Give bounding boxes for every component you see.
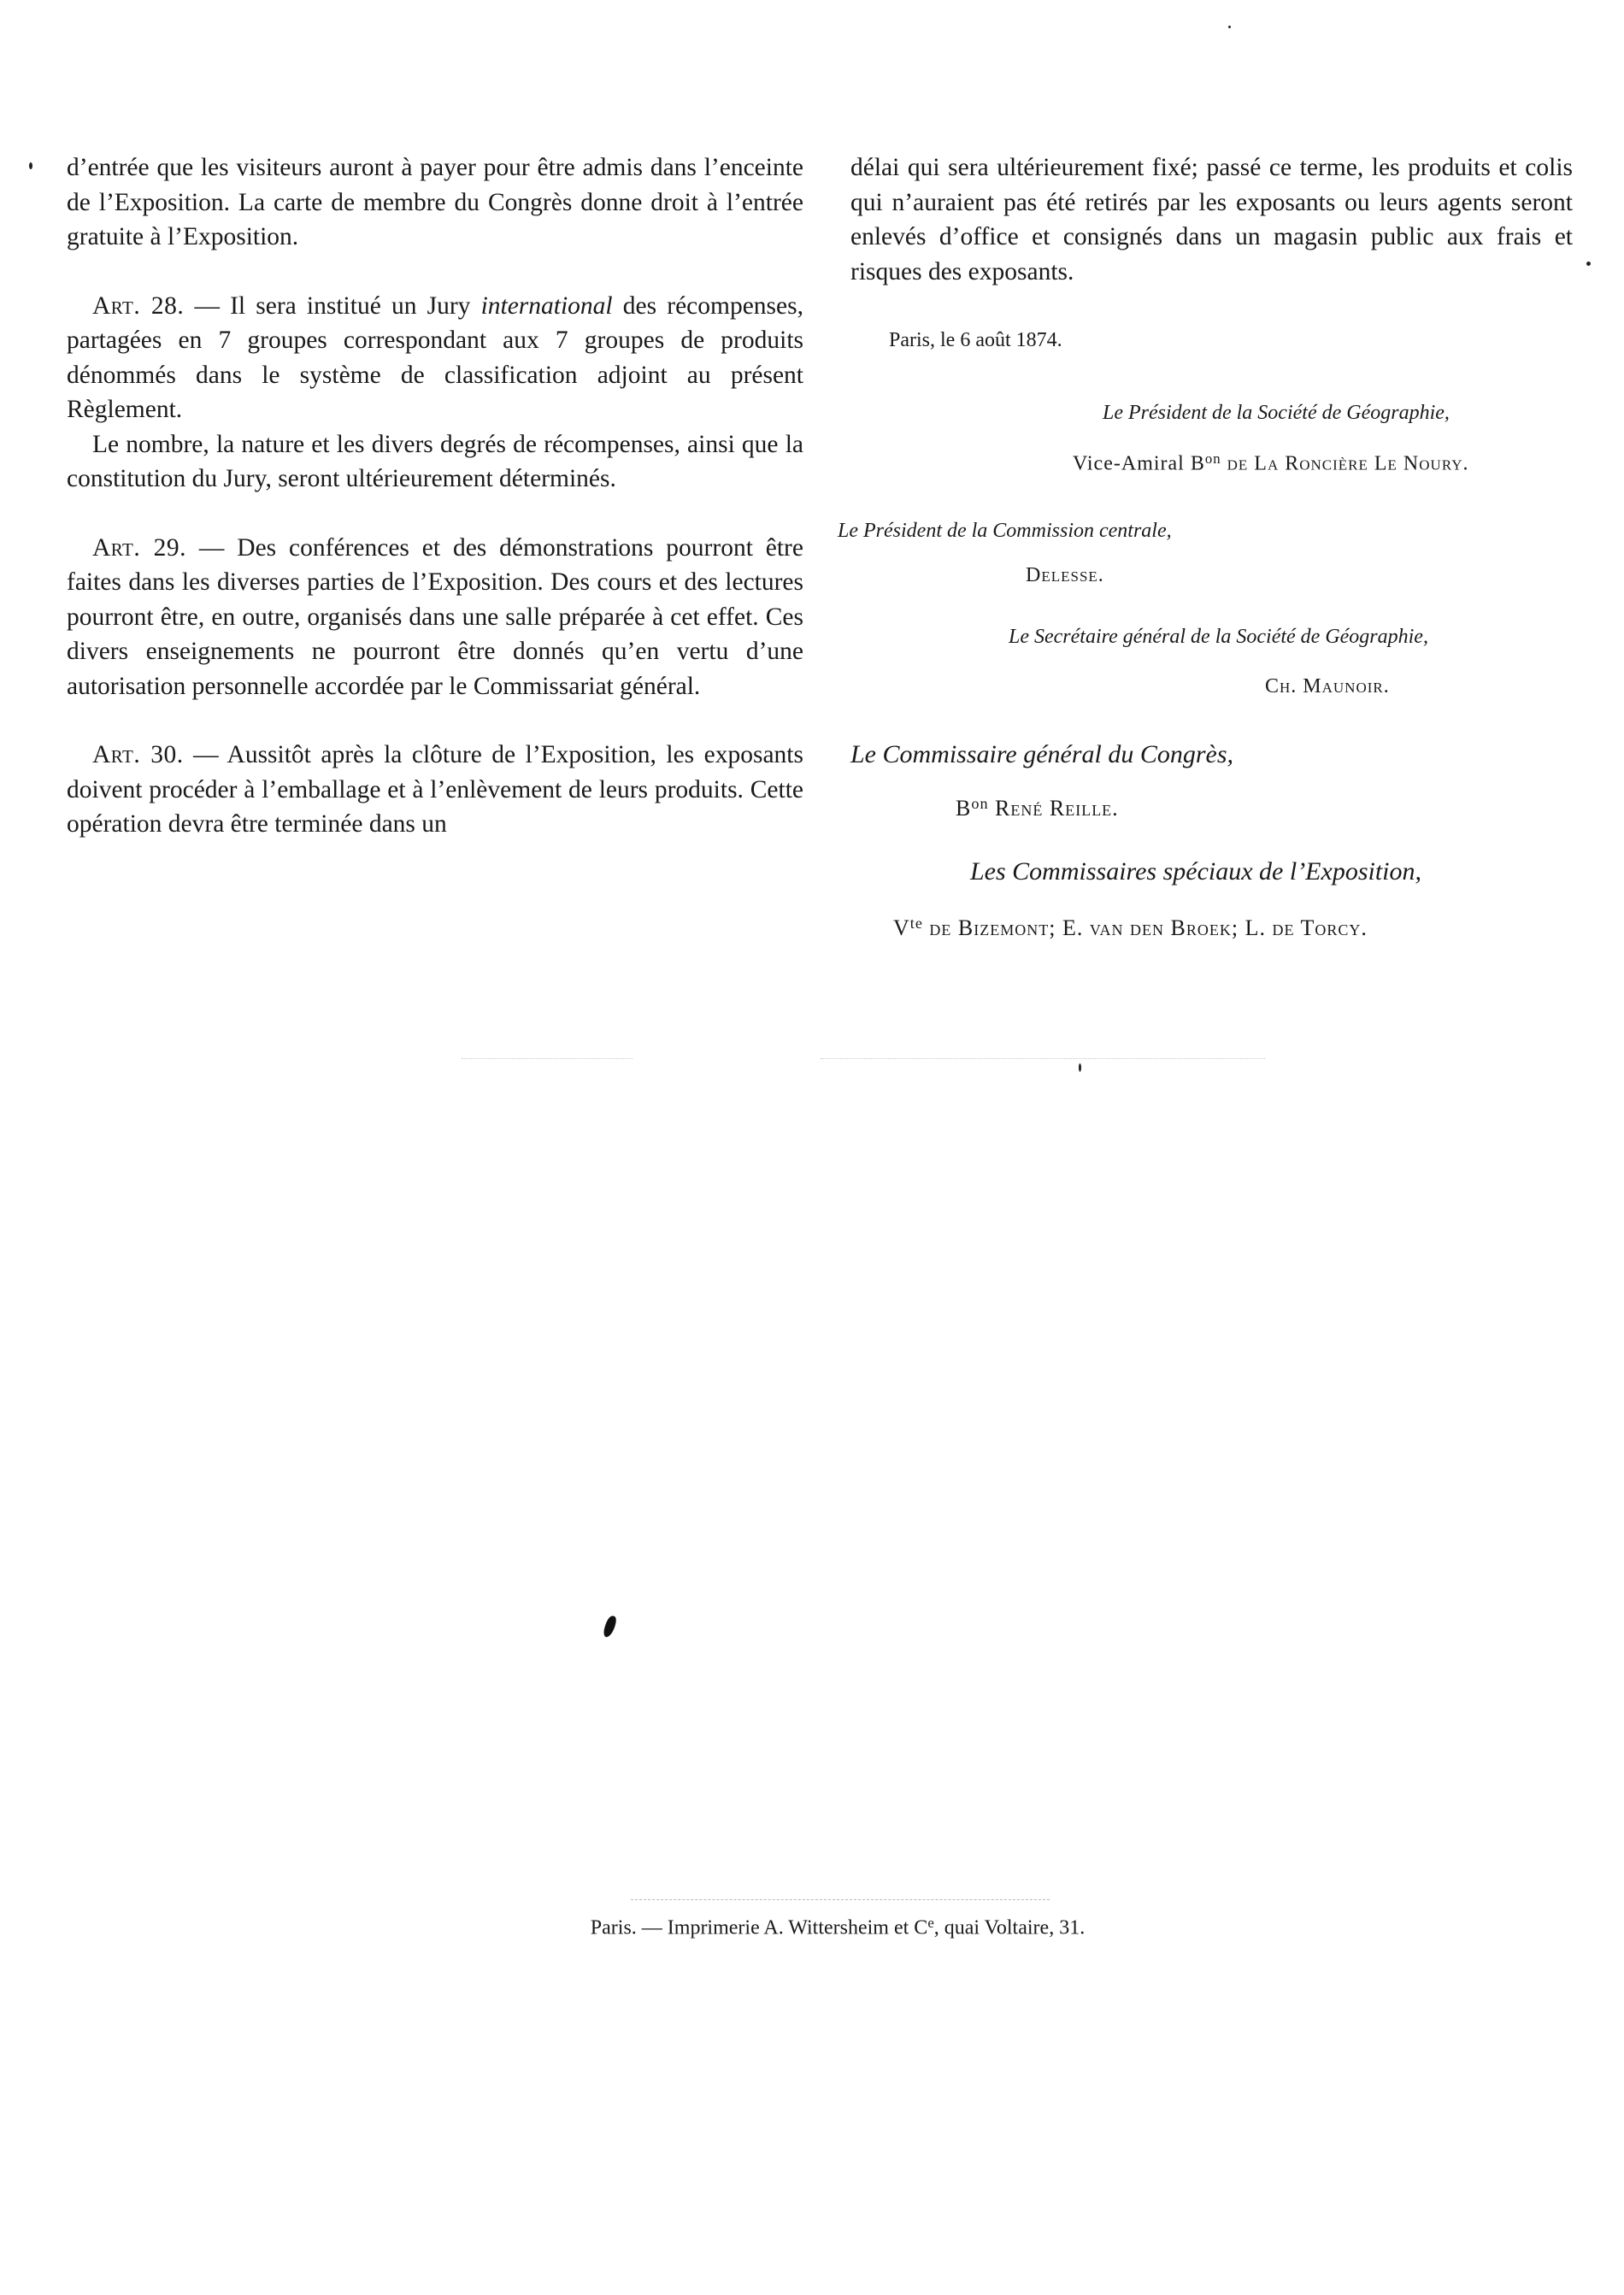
commissaire-general-role: Le Commissaire général du Congrès, [850, 740, 1234, 768]
article-29-paragraph: Art. 29. — Des conférences et des démonstrations pourront être faites dans les diverses parties de l’Exposition. Des cours et des lectures pourront être, en outre, organisés dans une salle préparée à cet effet. Ces divers enseignements ne pourront être donnés qu’en vertu d’une autorisation personnelle accordée par le Commissariat général. [67, 533, 803, 700]
article-28-paragraph: Art. 28. — Il sera institué un Jury international des récompenses, partagées en 7 groupes correspondant aux 7 groupes de produits dénommés dans le système de classification adjoint au présent Règlement. [67, 291, 803, 423]
ink-blot [602, 1615, 617, 1639]
imprint-rule [631, 1899, 1050, 1900]
article-28-label: Art. 28. [92, 291, 185, 320]
president-commission-name: Delesse. [1026, 564, 1104, 586]
scan-speck [29, 162, 32, 169]
president-societe-name: Vice-Amiral $B^{on}$ de La Roncière Le Noury. [1073, 450, 1469, 475]
article-28-second-paragraph: Le nombre, la nature et les divers degrés de récompenses, ainsi que la constitution du Jury, seront ultérieurement déterminés. [67, 430, 803, 492]
commissaires-speciaux-role: Les Commissaires spéciaux de l’Exposition, [970, 857, 1422, 886]
left-continuation-paragraph: d’entrée que les visiteurs auront à payer pour être admis dans l’enceinte de l’Exposition. La carte de membre du Congrès donne droit à l’entrée gratuite à l’Exposition. [67, 154, 803, 250]
signature-date: Paris, le 6 août 1874. [889, 329, 1062, 351]
scan-speck [1079, 1063, 1081, 1072]
international-emphasis: international [480, 291, 613, 320]
commissaire-general-name: $B^{on}$ René Reille. [956, 795, 1119, 821]
scan-speck [1586, 262, 1591, 266]
article-30-paragraph: Art. 30. — Aussitôt après la clôture de l’Exposition, les exposants doivent procéder à l’emballage et à l’enlèvement de leurs produits. Cette opération devra être terminée dans un [67, 741, 803, 838]
article-30-label: Art. 30. [92, 741, 184, 768]
left-column [67, 150, 803, 842]
scan-smudge [462, 1058, 633, 1059]
right-continuation-paragraph: délai qui sera ultérieurement fixé; passé ce terme, les produits et colis qui n’auraient pas été retirés par les exposants ou leurs agents seront enlevés d’office et consignés dans un magasin public aux frais et risques des exposants. [850, 154, 1573, 285]
secretaire-general-role: Le Secrétaire général de la Société de Géographie, [1009, 626, 1428, 648]
article-29-label: Art. 29. [92, 533, 187, 562]
right-column [850, 150, 1573, 289]
scan-smudge [821, 1058, 1265, 1059]
president-commission-role: Le Président de la Commission centrale, [838, 520, 1172, 542]
printer-imprint: Paris. — Imprimerie A. Wittersheim et Ce, quai Voltaire, 31. [590, 1915, 1086, 1939]
secretaire-general-name: Ch. Maunoir. [1265, 675, 1390, 697]
commissaires-speciaux-names: $V^{te}$ de Bizemont; E. van den Broek; L. de Torcy. [893, 915, 1368, 941]
scan-speck [1228, 26, 1231, 28]
president-societe-role: Le Président de la Société de Géographie, [1103, 402, 1450, 424]
